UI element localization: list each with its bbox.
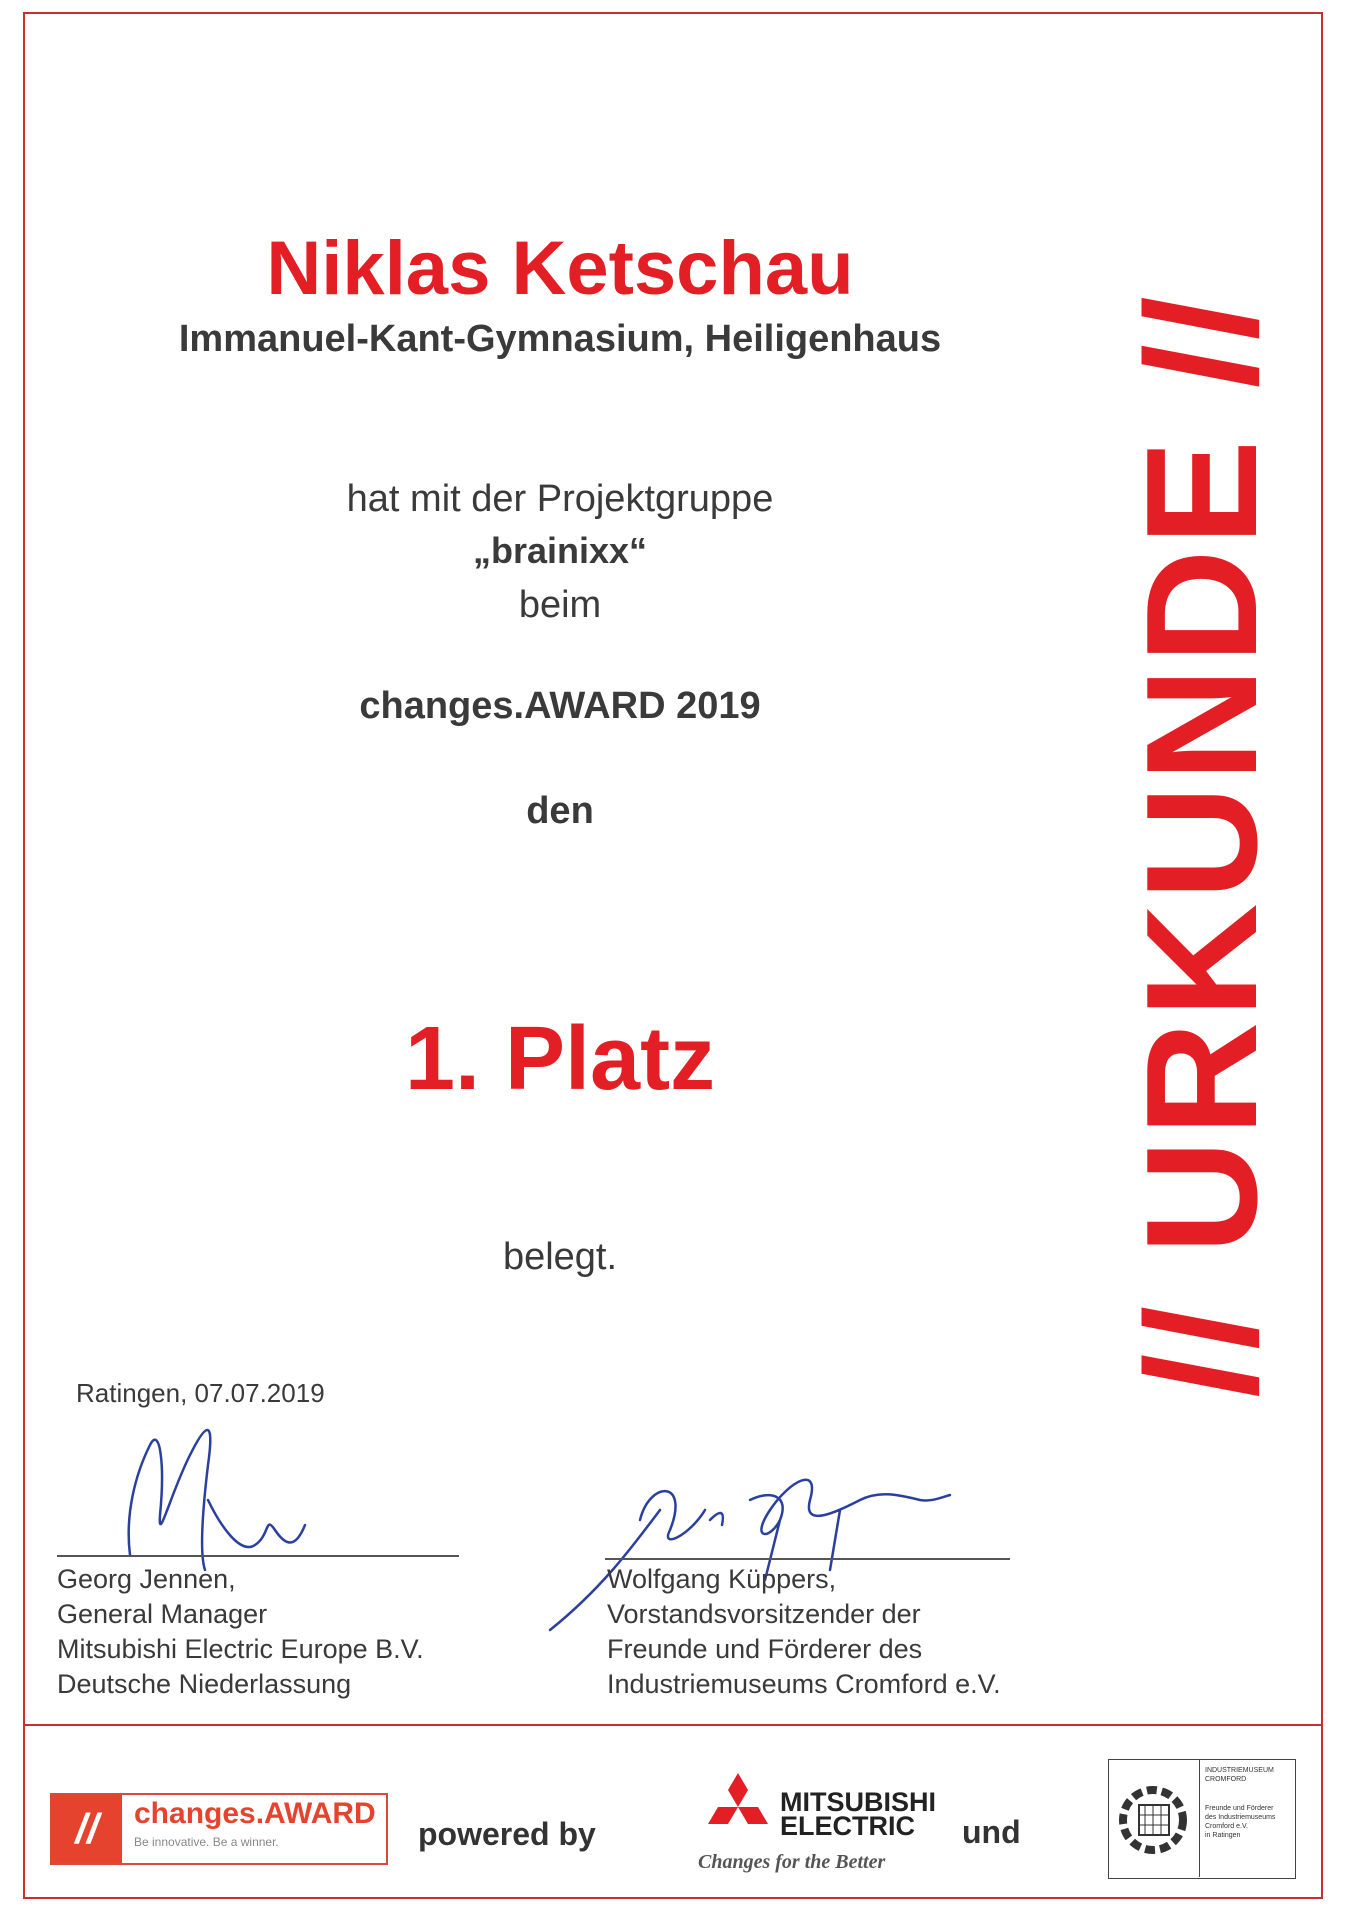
signatory-kueppers	[607, 1562, 1001, 1702]
signatory-branch: Deutsche Niederlassung	[57, 1669, 352, 1699]
den-line: den	[526, 790, 594, 832]
museum-header	[1205, 1766, 1274, 1784]
vertical-title	[1114, 105, 1290, 1585]
recipient-name: Niklas Ketschau	[266, 226, 854, 311]
museum-text-line: des Industriemuseums	[1205, 1814, 1276, 1821]
museum-text-line: in Ratingen	[1205, 1832, 1241, 1839]
urkunde-title: // URKUNDE //	[1114, 292, 1290, 1398]
signature-line-2	[605, 1558, 1010, 1560]
belegt-line: belegt.	[502, 1236, 618, 1278]
project-group-name: „brainixx“	[472, 530, 648, 571]
museum-description	[1205, 1804, 1275, 1840]
signatory-name: Wolfgang Küppers,	[607, 1564, 837, 1594]
mitsubishi-wordmark	[780, 1787, 937, 1841]
signatory-jennen	[57, 1562, 424, 1702]
school-name: Immanuel-Kant-Gymnasium, Heiligenhaus	[178, 318, 942, 360]
intro-line: hat mit der Projektgruppe	[346, 478, 774, 520]
mitsubishi-slogan: Changes for the Better	[698, 1851, 886, 1873]
mitsubishi-line1: MITSUBISHI	[780, 1787, 937, 1817]
changes-award-logo	[50, 1793, 388, 1865]
signatory-name: Georg Jennen,	[57, 1564, 236, 1594]
signatory-title: General Manager	[57, 1599, 268, 1629]
museum-logo	[1108, 1759, 1296, 1879]
award-slash-icon: //	[52, 1795, 122, 1863]
signatory-company: Mitsubishi Electric Europe B.V.	[57, 1634, 424, 1664]
award-logo-title: changes.AWARD	[134, 1797, 376, 1830]
powered-by-label: powered by	[418, 1816, 596, 1852]
award-logo-tagline: Be innovative. Be a winner.	[134, 1835, 279, 1849]
footer-divider	[23, 1724, 1323, 1726]
mitsubishi-line2: ELECTRIC	[780, 1811, 915, 1841]
place-result: 1. Platz	[404, 1009, 716, 1109]
und-label: und	[962, 1814, 1021, 1850]
signature-line-1	[57, 1555, 459, 1557]
award-name: changes.AWARD 2019	[359, 685, 761, 727]
mitsubishi-diamonds-icon	[698, 1773, 778, 1843]
signatory-organization-2: Industriemuseums Cromford e.V.	[607, 1669, 1001, 1699]
museum-text-line: Cromford e.V.	[1205, 1823, 1248, 1830]
museum-header-line: INDUSTRIEMUSEUM	[1205, 1767, 1274, 1774]
beim-line: beim	[518, 584, 602, 626]
museum-text-line: Freunde und Förderer	[1205, 1805, 1274, 1812]
museum-gear-icon	[1109, 1760, 1200, 1877]
signatory-title: Vorstandsvorsitzender der	[607, 1599, 921, 1629]
signatory-organization: Freunde und Förderer des	[607, 1634, 923, 1664]
place-and-date: Ratingen, 07.07.2019	[76, 1378, 325, 1408]
museum-header-line: CROMFORD	[1205, 1776, 1247, 1783]
signature-jennen	[90, 1405, 350, 1575]
